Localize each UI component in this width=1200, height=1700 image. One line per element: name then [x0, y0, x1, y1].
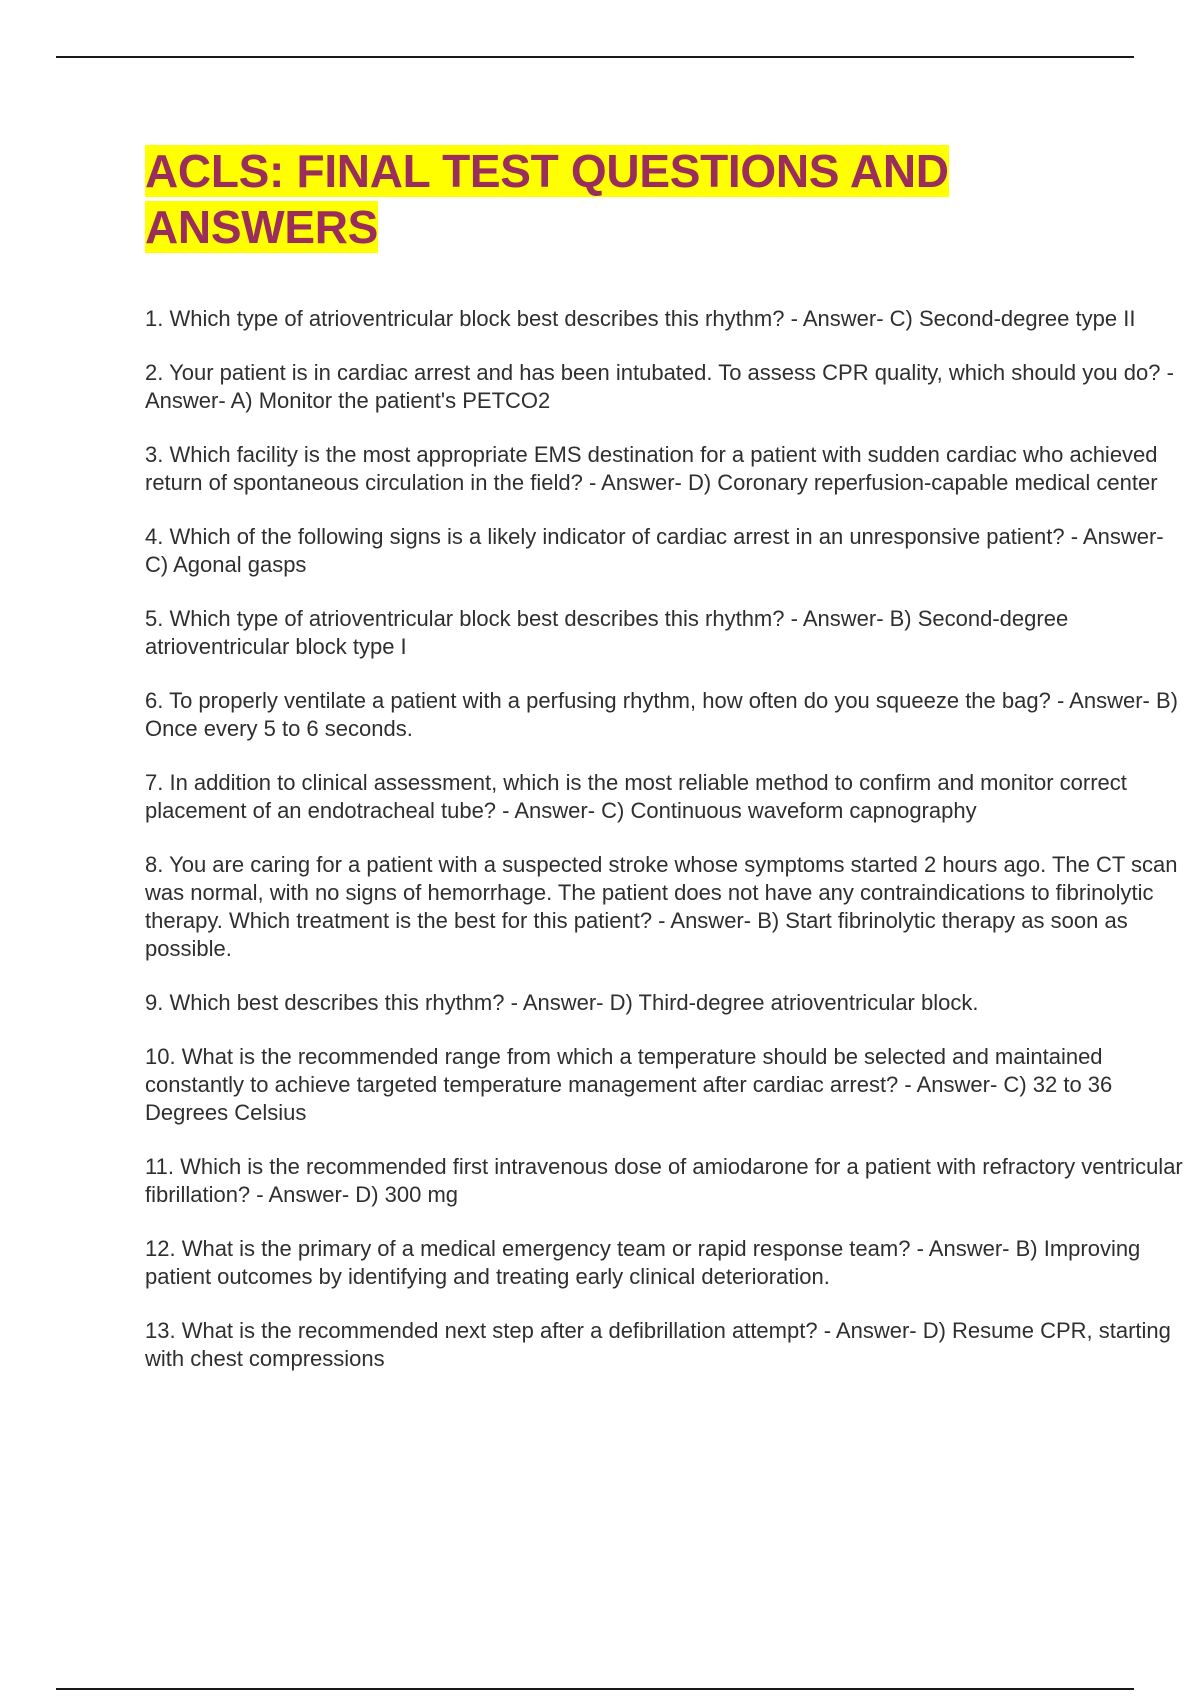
question-item: 1. Which type of atrioventricular block best describes this rhythm? - Answer- C) Second-degree type II — [145, 306, 1136, 331]
question-item: 4. Which of the following signs is a likely indicator of cardiac arrest in an unresponsive patient? - Answer- C) Agonal gasps — [145, 524, 1164, 577]
question-item: 7. In addition to clinical assessment, which is the most reliable method to confirm and monitor correct placement of an endotracheal tube? - Answer- C) Continuous waveform capnography — [145, 770, 1127, 823]
question-item: 2. Your patient is in cardiac arrest and has been intubated. To assess CPR quality, which should you do? - Answer- A) Monitor the patient's PETCO2 — [145, 360, 1174, 413]
question-item: 11. Which is the recommended first intravenous dose of amiodarone for a patient with refractory ventricular fibrillation? - Answer- D) 300 mg — [145, 1154, 1183, 1207]
question-list — [145, 305, 1190, 1373]
document-body — [145, 143, 1190, 1399]
document-title — [145, 143, 1190, 255]
bottom-divider — [56, 1688, 1134, 1690]
question-item: 3. Which facility is the most appropriate EMS destination for a patient with sudden cardiac who achieved return of spontaneous circulation in the field? - Answer- D) Coronary reperfusion-capable medical center — [145, 442, 1158, 495]
question-item: 5. Which type of atrioventricular block best describes this rhythm? - Answer- B) Second-degree atrioventricular block type I — [145, 606, 1069, 659]
question-item: 13. What is the recommended next step after a defibrillation attempt? - Answer- D) Resume CPR, starting with chest compressions — [145, 1318, 1171, 1371]
question-item: 8. You are caring for a patient with a suspected stroke whose symptoms started 2 hours ago. The CT scan was normal, with no signs of hemorrhage. The patient does not have any contraindications to fibrinolytic therapy. Which treatment is the best for this patient? - Answer- B) Start fibrinolytic therapy as soon as possible. — [145, 852, 1178, 961]
question-item: 10. What is the recommended range from which a temperature should be selected and maintained constantly to achieve targeted temperature management after cardiac arrest? - Answer- C) 32 to 36 Degrees Celsius — [145, 1044, 1113, 1125]
title-highlight: ACLS: FINAL TEST QUESTIONS AND ANSWERS — [145, 145, 949, 253]
question-item: 12. What is the primary of a medical emergency team or rapid response team? - Answer- B) Improving patient outcomes by identifying and treating early clinical deterioration. — [145, 1236, 1141, 1289]
question-item: 9. Which best describes this rhythm? - Answer- D) Third-degree atrioventricular block. — [145, 990, 979, 1015]
question-item: 6. To properly ventilate a patient with a perfusing rhythm, how often do you squeeze the bag? - Answer- B) Once every 5 to 6 seconds. — [145, 688, 1178, 741]
top-divider — [56, 56, 1134, 58]
